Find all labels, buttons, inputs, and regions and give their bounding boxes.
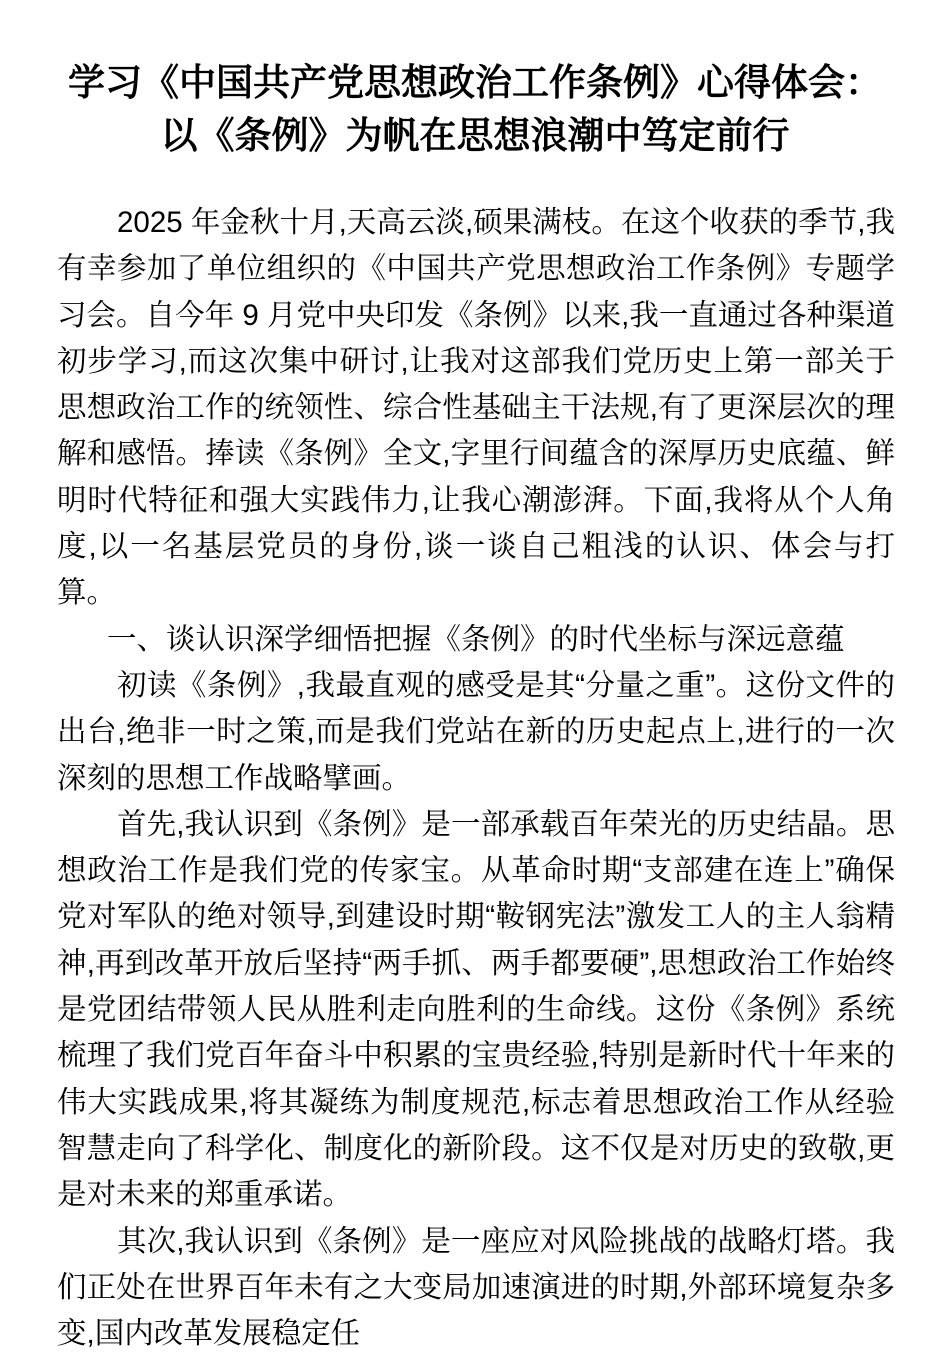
intro-paragraph: 2025 年金秋十月,天高云淡,硕果满枝。在这个收获的季节,我有幸参加了单位组织的《中国共产党思想政治工作条例》专题学习会。自今年 9 月党中央印发《条例》以来,我一直通过各种渠道初步学习,而这次集中研讨,让我对这部我们党历史上第一部关于思想政治工作的统领性、综合性基础主干法规,有了更深层次的理解和感悟。捧读《条例》全文,字里行间蕴含的深厚历史底蕴、鲜明时代特征和强大实践伟力,让我心潮澎湃。下面,我将从个人角度,以一名基层党员的身份,谈一谈自己粗浅的认识、体会与打算。 — [57, 206, 895, 610]
first-reading-paragraph: 初读《条例》,我最直观的感受是其“分量之重”。这份文件的出台,绝非一时之策,而是我们党站在新的历史起点上,进行的一次深刻的思想工作战略擘画。 — [57, 668, 895, 795]
firstly-paragraph: 首先,我认识到《条例》是一部承载百年荣光的历史结晶。思想政治工作是我们党的传家宝。从革命时期“支部建在连上”确保党对军队的绝对领导,到建设时期“鞍钢宪法”激发工人的主人翁精神,再到改革开放后坚持“两手抓、两手都要硬”,思想政治工作始终是党团结带领人民从胜利走向胜利的生命线。这份《条例》系统梳理了我们党百年奋斗中积累的宝贵经验,特别是新时代十年来的伟大实践成果,将其凝练为制度规范,标志着思想政治工作从经验智慧走向了科学化、制度化的新阶段。这不仅是对历史的致敬,更是对未来的郑重承诺。 — [57, 807, 895, 1212]
page-title: 学习《中国共产党思想政治工作条例》心得体会：以《条例》为帆在思想浪潮中笃定前行 — [68, 62, 882, 156]
secondly-paragraph: 其次,我认识到《条例》是一座应对风险挑战的战略灯塔。我们正处在世界百年未有之大变局加速演进的时期,外部环境复杂多变,国内改革发展稳定任 — [57, 1224, 895, 1351]
section-heading-1: 一、谈认识深学细悟把握《条例》的时代坐标与深远意蕴 — [107, 622, 845, 656]
document-body — [0, 200, 950, 1357]
